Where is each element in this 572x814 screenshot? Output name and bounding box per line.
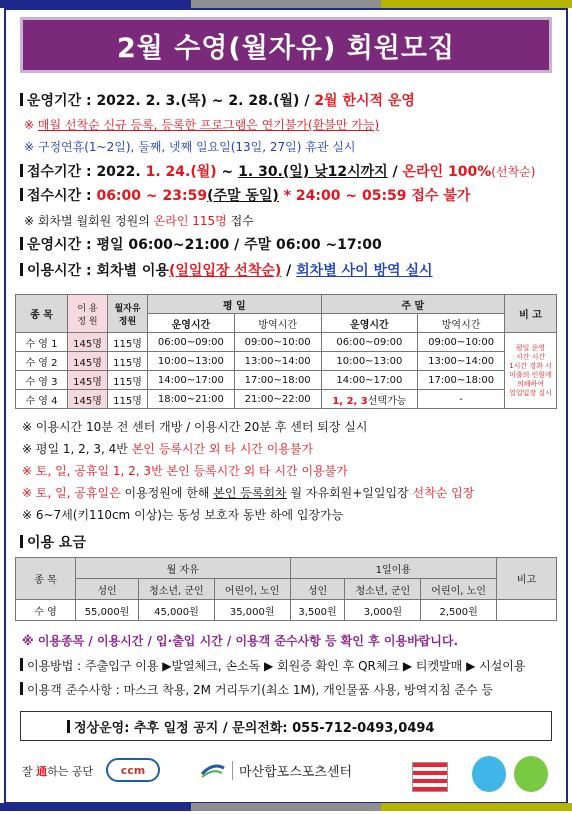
schedule-note: 평일 운영 시간 시간 1시간 경과 시 미출의 인원에 의해하여 일일입장 실시	[505, 333, 557, 409]
col-capacity: 이 용 정 원	[68, 295, 108, 333]
ccm-logo: ccm	[106, 758, 160, 782]
table-row: 수 영 55,000원 45,000원 35,000원 3,500원 3,000원 2,500원	[16, 600, 557, 621]
warning-note: ※ 이용종목 / 이용시간 / 입·출입 시간 / 이용객 준수사항 등 확인 후 이용바랍니다.	[22, 634, 459, 648]
hours-line: 운영시간 : 평일 06:00~21:00 / 주말 06:00 ~17:00	[20, 236, 382, 254]
page-title: 2월 수영(월자유) 회원모집	[20, 17, 552, 73]
note-weekday: ※ 평일 1, 2, 3, 4반 본인 등록시간 외 타 시간 이용불가	[22, 442, 314, 456]
note-children: ※ 6~7세(키110cm 이상)는 동성 보호자 동반 하에 입장가능	[22, 508, 344, 522]
col-note: 비 고	[505, 295, 557, 333]
apply-time-line: 접수시간 : 06:00 ~ 23:59(주말 동일) * 24:00 ~ 05:59 접수 불가	[20, 187, 470, 205]
top-color-bar	[0, 0, 572, 8]
note-holiday: ※ 구정연휴(1~2일), 둘째, 넷째 일요일(13일, 27일) 휴관 실시	[24, 140, 356, 154]
usage-line: 이용시간 : 회차별 이용(일일입장 선착순) / 회차별 사이 방역 실시	[20, 262, 433, 280]
col-weekday: 평 일	[148, 295, 322, 314]
schedule-table: 종 목 이 용 정 원 월자유 정원 평 일 주 말 비 고 운영시간 방역시간 운영시간 방역시간 수 영 1 145명 115명 06:00~09:00 09:00~10:00 06:00~09:00 09:00~10:00 평일 운영 시간 시간 1시간 경과 시 미출의 인원에 의해하여 일일입장 실시 수 영 2 145명 115명 10:00~13:00 13:00~14:00 10:00~13:00 13:00~14:00 수 영 3 145명 115명 14:00~17:00 17:00~18:00 14:00~17:00 17:00~18:00 수 영 4 145명 115명 18:00~21:00 21:00~22:00 1, 2, 3선택가능 -	[15, 294, 557, 409]
table-row: 수 영 1 145명 115명 06:00~09:00 09:00~10:00 06:00~09:00 09:00~10:00 평일 운영 시간 시간 1시간 경과 시 미출의 인원에 의해하여 일일입장 실시	[16, 333, 557, 352]
quota-note: ※ 회차별 월회원 정원의 온라인 115명 접수	[24, 214, 254, 228]
table-row: 수 영 2 145명 115명 10:00~13:00 13:00~14:00 10:00~13:00 13:00~14:00	[16, 352, 557, 371]
contact-box: 정상운영: 추후 일정 공지 / 문의전화: 055-712-0493,0494	[20, 711, 552, 741]
rules-line: 이용객 준수사항 : 마스크 착용, 2M 거리두기(최소 1M), 개인물품 사용, 방역지침 준수 등	[20, 681, 493, 699]
fees-table: 종 목 월 자유 1일이용 비고 성인 청소년, 군인 어린이, 노인 성인 청소년, 군인 어린이, 노인 수 영 55,000원 45,000원 35,000원 3,500원 3,000원 2,500원	[15, 557, 557, 621]
period-line: 운영기간 : 2022. 2. 3.(목) ~ 2. 28.(월) / 2월 한시적 운영	[20, 92, 415, 110]
note-holiday-entry: ※ 토, 일, 공휴일은 이용정원에 한해 본인 등록회차 월 자유회원+일일입장 선착순 입장	[22, 486, 475, 500]
table-row: 수 영 3 145명 115명 14:00~17:00 17:00~18:00 14:00~17:00 17:00~18:00	[16, 371, 557, 390]
method-line: 이용방법 : 주출입구 이용 ▶발열체크, 손소독 ▶ 회원증 확인 후 QR체크 ▶ 티켓발매 ▶ 시설이용	[20, 657, 526, 675]
swoosh-icon	[200, 760, 226, 780]
table-row: 수 영 4 145명 115명 18:00~21:00 21:00~22:00 1, 2, 3선택가능 -	[16, 390, 557, 409]
center-logo: 마산합포스포츠센터	[200, 760, 352, 780]
emblem-icon	[412, 762, 448, 792]
apply-period-line: 접수기간 : 2022. 1. 24.(월) ~ 1. 30.(일) 낮12시까지 / 온라인 100%(선착순)	[20, 163, 535, 181]
col-free: 월자유 정원	[108, 295, 148, 333]
slogan-logo: 잘 通하는 공단	[22, 765, 94, 778]
col-weekend: 주 말	[321, 295, 504, 314]
mascot-green-icon	[514, 756, 548, 792]
note-entry: ※ 이용시간 10분 전 센터 개방 / 이용시간 20분 후 센터 퇴장 실시	[22, 420, 368, 434]
note-postpone: ※ 매월 선착순 신규 등록, 등록한 프로그램은 연기불가(환불만 가능)	[24, 118, 380, 132]
note-weekend: ※ 토, 일, 공휴일 1, 2, 3반 본인 등록시간 외 타 시간 이용불가	[22, 464, 348, 478]
mascot-blue-icon	[472, 756, 506, 792]
fees-heading: 이용 요금	[20, 534, 86, 552]
col-item: 종 목	[16, 295, 68, 333]
bottom-color-bar	[0, 803, 572, 811]
